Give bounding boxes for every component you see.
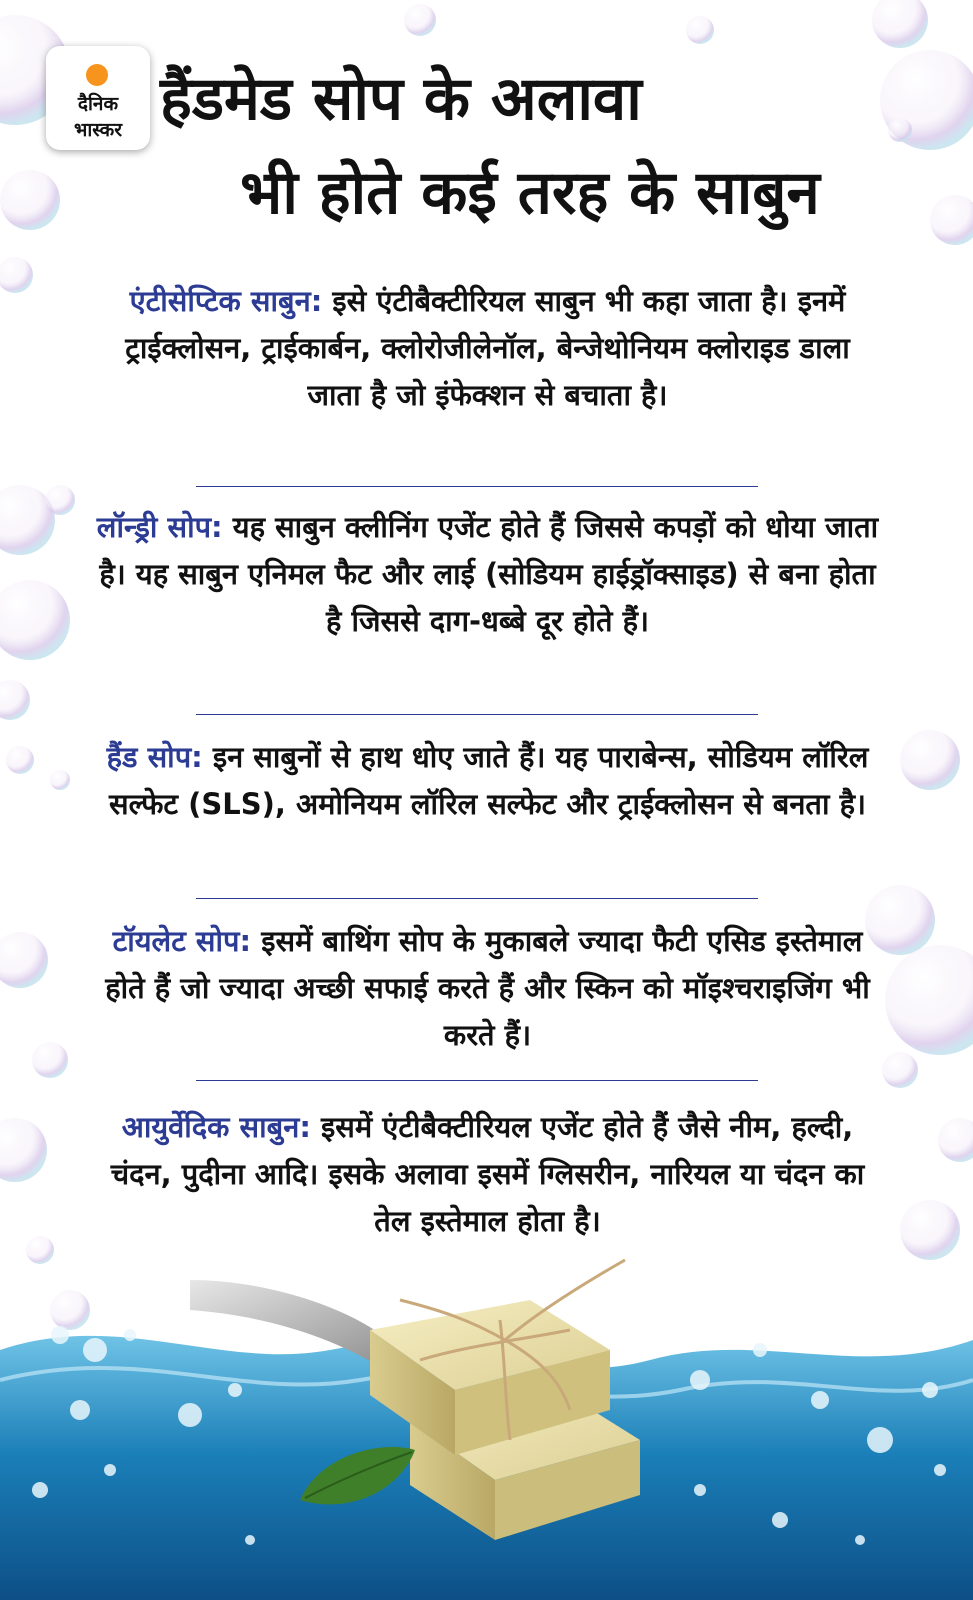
divider xyxy=(196,714,758,715)
divider xyxy=(196,898,758,899)
section-heading: हैंड सोप: xyxy=(106,740,203,774)
divider xyxy=(196,486,758,487)
section-heading: लॉन्ड्री सोप: xyxy=(96,510,223,544)
title-line1: हैंडमेड सोप के अलावा xyxy=(160,64,642,134)
section-body: इसमें बाथिंग सोप के मुकाबले ज्यादा फैटी एसिड इस्तेमाल होते हैं जो ज्यादा अच्छी सफाई करते हैं और स्किन को मॉइश्चराइजिंग भी करते हैं। xyxy=(105,924,870,1052)
brand-name-line2: भास्कर xyxy=(73,119,123,141)
section-heading: एंटीसेप्टिक साबुन: xyxy=(129,284,323,318)
section-body: इसे एंटीबैक्टीरियल साबुन भी कहा जाता है। इनमें ट्राईक्लोसन, ट्राईकार्बन, क्लोरोजीलेनॉल, बेन्जेथोनियम क्लोराइड डाला जाता है जो इंफेक्शन से बचाता है। xyxy=(125,284,850,412)
page-title xyxy=(100,52,960,240)
divider xyxy=(196,1080,758,1081)
section-hand-soap xyxy=(95,734,880,828)
section-body: यह साबुन क्लीनिंग एजेंट होते हैं जिससे कपड़ों को धोया जाता है। यह साबुन एनिमल फैट और लाई (सोडियम हाईड्रॉक्साइड) से बना होता है जिससे दाग-धब्बे दूर होते हैं। xyxy=(99,510,879,638)
section-heading: टॉयलेट सोप: xyxy=(112,924,252,958)
section-body: इन साबुनों से हाथ धोए जाते हैं। यह पाराबेन्स, सोडियम लॉरिल सल्फेट (SLS), अमोनियम लॉरिल सल्फेट और ट्राईक्लोसन से बनता है। xyxy=(109,740,869,821)
soap-bars-image xyxy=(0,1240,973,1600)
section-body: इसमें एंटीबैक्टीरियल एजेंट होते हैं जैसे नीम, हल्दी, चंदन, पुदीना आदि। इसके अलावा इसमें ग्लिसरीन, नारियल या चंदन का तेल इस्तेमाल होता है। xyxy=(110,1110,865,1238)
brand-name-line1: दैनिक xyxy=(77,93,119,115)
section-heading: आयुर्वेदिक साबुन: xyxy=(121,1110,311,1144)
section-laundry xyxy=(95,504,880,645)
section-ayurvedic xyxy=(95,1104,880,1245)
title-line2: भी होते कई तरह के साबुन xyxy=(240,158,820,228)
section-antiseptic xyxy=(95,278,880,419)
section-toilet-soap xyxy=(95,918,880,1059)
